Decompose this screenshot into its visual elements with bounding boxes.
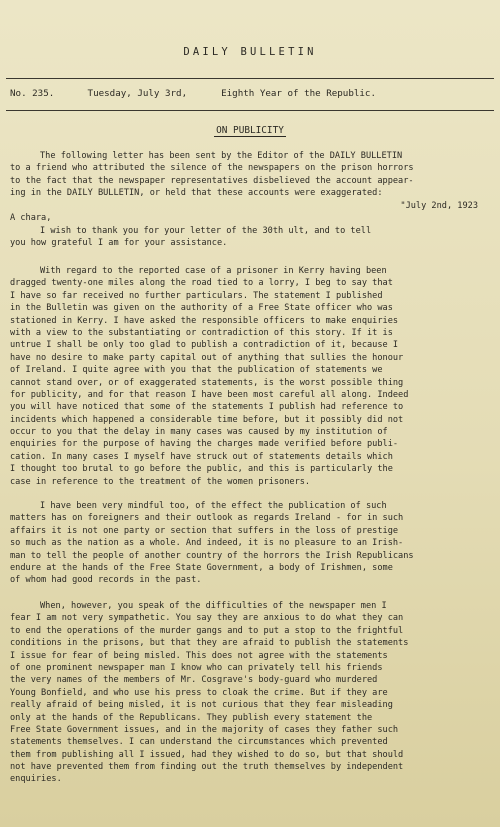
text-line: endure at the hands of the Free State Government, a body of Irishmen, some [10,562,393,573]
paragraph-2 [10,265,492,488]
text-line: not have prevented them from finding out the truth themselves by independent [10,762,404,773]
text-line: for publicity, and for that reason I have been most careful all along. Indeed [10,389,409,400]
text-line: with a view to the substantiating or contradiction of this story. If it is [10,327,393,338]
intro-paragraph [10,150,492,212]
letter-date: "July 2nd, 1923 [400,200,478,211]
text-line: of whom had good records in the past. [10,575,202,586]
text-line: matters has on foreigners and their outlook as regards Ireland - for in such [10,513,404,524]
issue-line [10,88,490,99]
text-line: of Ireland. I quite agree with you that the publication of statements we [10,365,383,376]
paragraph-3 [10,500,492,587]
issue-date: Tuesday, July 3rd, [87,88,188,99]
text-line: Free State Government issues, and in the majority of cases they father such [10,724,399,735]
issue-number: No. 235. [10,88,55,99]
text-line: incidents which happened a considerable time before, but it possibly did not [10,414,404,425]
text-line: really afraid of being misled, it is not curious that they fear misleading [10,700,393,711]
text-line: to the fact that the newspaper representatives disbelieved the account appear- [10,175,414,186]
text-line: Young Bonfield, and who use his press to cloak the crime. But if they are [10,687,388,698]
text-line: I have been very mindful too, of the effect the publication of such [40,501,387,511]
text-line: occur to you that the delay in many cases was caused by my institution of [10,427,388,438]
text-line: only at the hands of the Republicans. They publish every statement the [10,712,373,723]
text-line: dragged twenty-one miles along the road tied to a lorry, I beg to say that [10,278,393,289]
text-line: the very names of the members of Mr. Cosgrave's body-guard who murdered [10,675,378,686]
text-line: them from publishing all I issued, had they wished to do so, but that should [10,749,404,760]
text-line: fear I am not very sympathetic. You say they are anxious to do what they can [10,613,404,624]
text-line: to a friend who attributed the silence of the newspapers on the prison horrors [10,163,414,174]
text-line: case in reference to the treatment of the women prisoners. [10,476,311,487]
text-line: stationed in Kerry. I have asked the responsible officers to make enquiries [10,315,399,326]
text-line: cation. In many cases I myself have struck out of statements details which [10,451,393,462]
text-line: enquiries. [10,774,62,785]
text-line: When, however, you speak of the difficulties of the newspaper men I [40,601,387,611]
text-line: man to tell the people of another country of the horrors the Irish Republicans [10,550,414,561]
text-line: statements themselves. I can understand the circumstances which prevented [10,737,388,748]
text-line: I issue for fear of being misled. This does not agree with the statements [10,650,388,661]
text-line: ing in the DAILY BULLETIN, or held that these accounts were exaggerated: [10,188,383,199]
text-line: untrue I shall be only too glad to publish a contradiction of it, because I [10,340,399,351]
text-line: so much as the nation as a whole. And indeed, it is no pleasure to an Irish- [10,538,404,549]
text-line: I wish to thank you for your letter of the 30th ult, and to tell [40,226,372,236]
text-line: enquiries for the purpose of having the charges made verified before publi- [10,439,399,450]
top-rule [6,78,494,79]
salutation-text: A chara, [10,213,52,223]
text-line: you how grateful I am for your assistance. [10,238,228,249]
article-heading-text: ON PUBLICITY [216,125,284,136]
paragraph-1 [10,225,492,250]
text-line: With regard to the reported case of a prisoner in Kerry having been [40,266,387,276]
text-line: have no desire to make party capital out of anything that sullies the honour [10,352,404,363]
text-line: cannot stand over, or of exaggerated statements, is the worst possible thing [10,377,404,388]
salutation [10,212,492,224]
paragraph-4 [10,600,492,786]
text-line: of one prominent newspaper man I know who can privately tell his friends [10,662,383,673]
text-line: I have so far received no further particulars. The statement I published [10,290,383,301]
bottom-rule [6,110,494,111]
text-line: to end the operations of the murder gangs and to put a stop to the frightful [10,625,404,636]
text-line: The following letter has been sent by the Editor of the DAILY BULLETIN [40,151,403,161]
text-line: affairs it is not one party or section that suffers in the loss of prestige [10,525,399,536]
masthead-title: DAILY BULLETIN [183,46,317,58]
issue-year: Eighth Year of the Republic. [221,88,376,99]
text-line: you will have noticed that some of the statements I publish had reference to [10,402,404,413]
article-heading [0,125,500,136]
text-line: I thought too brutal to go before the public, and this is particularly the [10,464,393,475]
text-line: in the Bulletin was given on the authority of a Free State officer who was [10,303,393,314]
text-line: conditions in the prisons, but that they are afraid to publish the statements [10,638,409,649]
